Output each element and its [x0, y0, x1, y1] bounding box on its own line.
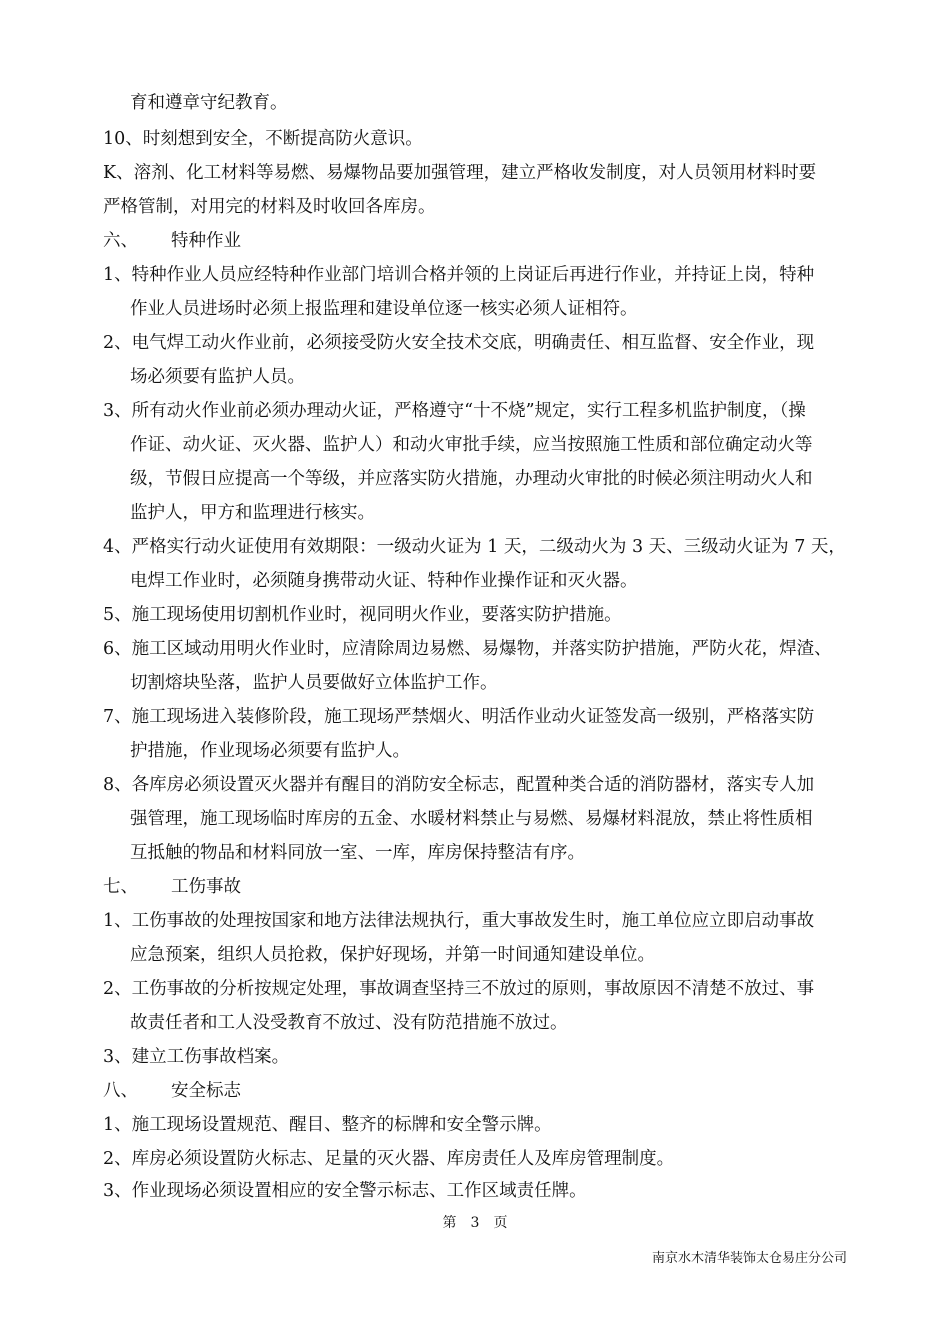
list-item-continuation: 故责任者和工人没受教育不放过、没有防范措施不放过。 — [130, 1013, 568, 1033]
section-title: 特种作业 — [171, 231, 241, 251]
list-item: 6、施工区域动用明火作业时，应清除周边易燃、易爆物，并落实防护措施，严防火花，焊渣、 — [103, 639, 832, 659]
section-title: 安全标志 — [171, 1081, 241, 1101]
list-item: 2、库房必须设置防火标志、足量的灭火器、库房责任人及库房管理制度。 — [103, 1149, 675, 1169]
list-item: 4、严格实行动火证使用有效期限：一级动火证为 1 天，二级动火为 3 天、三级动火证为 7 天， — [103, 537, 846, 557]
list-item-continuation: 护措施，作业现场必须要有监护人。 — [130, 741, 410, 761]
list-item-continuation: 切割熔块坠落，监护人员要做好立体监护工作。 — [130, 673, 498, 693]
section-number: 七、 — [103, 877, 138, 897]
section-number: 六、 — [103, 231, 138, 251]
list-item: 7、施工现场进入装修阶段，施工现场严禁烟火、明活作业动火证签发高一级别，严格落实防 — [103, 707, 815, 727]
section-heading — [103, 1080, 241, 1102]
list-item: K、溶剂、化工材料等易燃、易爆物品要加强管理，建立严格收发制度，对人员领用材料时要 — [103, 163, 817, 183]
list-item: 10、时刻想到安全，不断提高防火意识。 — [103, 129, 423, 149]
company-name: 南京水木清华装饰太仓易庄分公司 — [651, 1251, 847, 1266]
list-item: 1、工伤事故的处理按国家和地方法律法规执行，重大事故发生时，施工单位应立即启动事故 — [103, 911, 815, 931]
list-item: 5、施工现场使用切割机作业时，视同明火作业，要落实防护措施。 — [103, 605, 622, 625]
list-item: 1、施工现场设置规范、醒目、整齐的标牌和安全警示牌。 — [103, 1115, 552, 1135]
list-item: 3、建立工伤事故档案。 — [103, 1047, 290, 1067]
list-item-continuation: 电焊工作业时，必须随身携带动火证、特种作业操作证和灭火器。 — [130, 571, 638, 591]
list-item-continuation: 监护人，甲方和监理进行核实。 — [130, 503, 375, 523]
list-item: 3、作业现场必须设置相应的安全警示标志、工作区域责任牌。 — [103, 1181, 587, 1201]
list-item-continuation: 作业人员进场时必须上报监理和建设单位逐一核实必须人证相符。 — [130, 299, 638, 319]
section-heading — [103, 876, 241, 898]
list-item-continuation: 强管理，施工现场临时库房的五金、水暖材料禁止与易燃、易爆材料混放，禁止将性质相 — [130, 809, 813, 829]
list-item-continuation: 育和遵章守纪教育。 — [130, 93, 288, 113]
list-item: 2、电气焊工动火作业前，必须接受防火安全技术交底，明确责任、相互监督、安全作业，现 — [103, 333, 815, 353]
list-item-continuation: 应急预案，组织人员抢救，保护好现场，并第一时间通知建设单位。 — [130, 945, 655, 965]
page-number: 第 3 页 — [442, 1215, 508, 1231]
list-item: 严格管制，对用完的材料及时收回各库房。 — [103, 197, 436, 217]
list-item: 8、各库房必须设置灭火器并有醒目的消防安全标志，配置种类合适的消防器材，落实专人加 — [103, 775, 815, 795]
list-item-continuation: 互抵触的物品和材料同放一室、一库，库房保持整洁有序。 — [130, 843, 585, 863]
list-item: 1、特种作业人员应经特种作业部门培训合格并领的上岗证后再进行作业，并持证上岗，特种 — [103, 265, 815, 285]
list-item: 3、所有动火作业前必须办理动火证，严格遵守“十不烧”规定，实行工程多机监护制度，（操 — [103, 401, 806, 421]
list-item-continuation: 作证、动火证、灭火器、监护人）和动火审批手续，应当按照施工性质和部位确定动火等 — [130, 435, 813, 455]
section-title: 工伤事故 — [171, 877, 241, 897]
list-item-continuation: 场必须要有监护人员。 — [130, 367, 305, 387]
list-item-continuation: 级，节假日应提高一个等级，并应落实防火措施，办理动火审批的时候必须注明动火人和 — [130, 469, 813, 489]
list-item: 2、工伤事故的分析按规定处理，事故调查坚持三不放过的原则，事故原因不清楚不放过、事 — [103, 979, 815, 999]
section-number: 八、 — [103, 1081, 138, 1101]
section-heading — [103, 230, 241, 252]
